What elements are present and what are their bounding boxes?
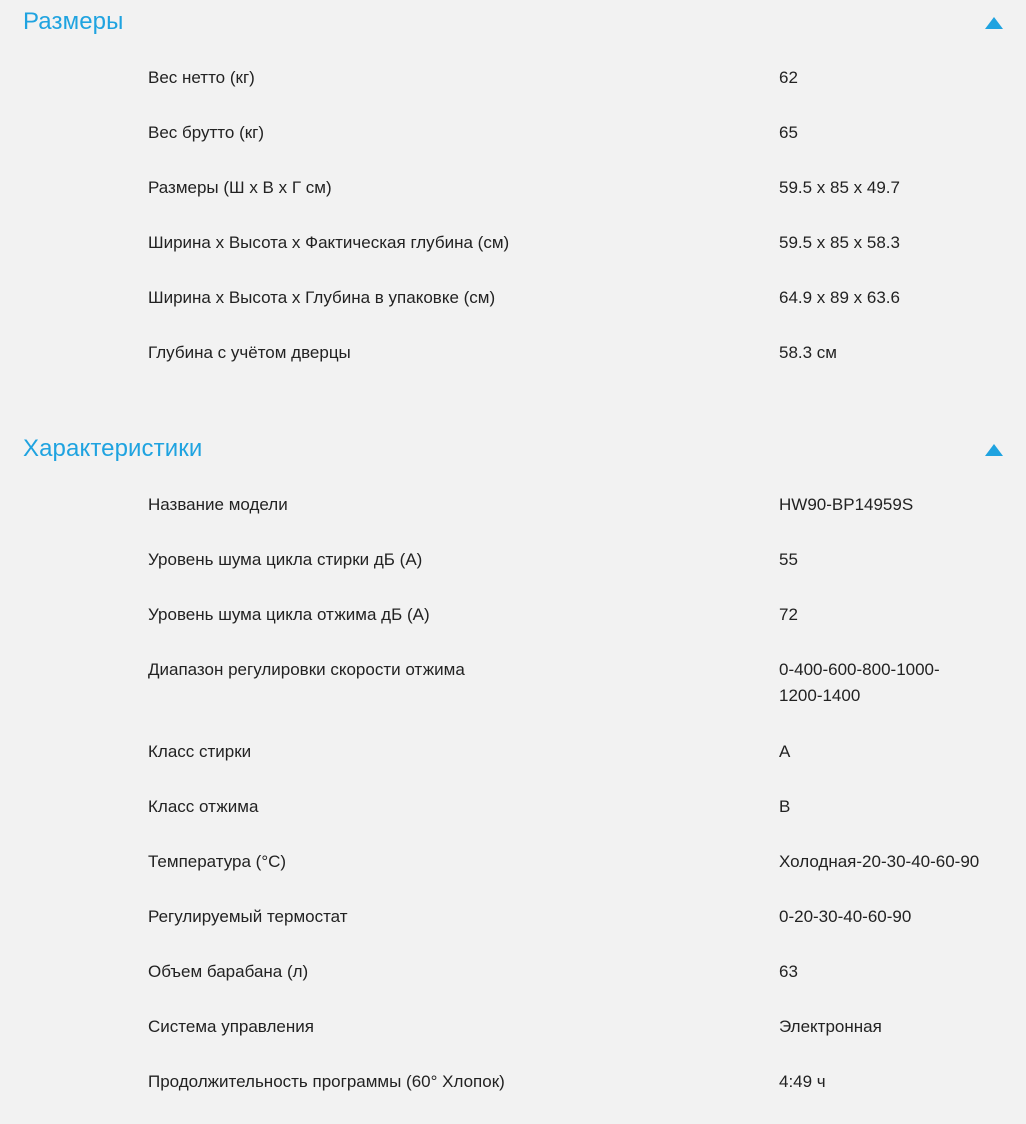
- dimensions-section-title: Размеры: [23, 8, 124, 35]
- characteristics-section-title: Характеристики: [23, 435, 203, 462]
- spec-row: [0, 547, 1026, 602]
- spec-row: [0, 849, 1026, 904]
- spec-value: A: [779, 742, 791, 761]
- spec-label: Класс отжима: [148, 797, 259, 816]
- spec-value: Холодная-20-30-40-60-90: [779, 852, 980, 871]
- spec-label: Ширина x Высота x Глубина в упаковке (см): [148, 288, 496, 307]
- spec-label: Объем барабана (л): [148, 962, 309, 981]
- spec-row: [0, 1014, 1026, 1069]
- spec-row: [0, 1069, 1026, 1124]
- spec-value: 0-20-30-40-60-90: [779, 907, 912, 926]
- spec-value: 62: [779, 68, 798, 87]
- spec-value: 64.9 x 89 x 63.6: [779, 288, 900, 307]
- spec-row: [0, 657, 1026, 739]
- spec-value: 0-400-600-800-1000-1200-1400: [779, 660, 940, 705]
- spec-label: Регулируемый термостат: [148, 907, 348, 926]
- spec-value: 58.3 см: [779, 343, 837, 362]
- spec-value: 63: [779, 962, 798, 981]
- spec-value: 55: [779, 550, 798, 569]
- spec-label: Продолжительность программы (60° Хлопок): [148, 1072, 505, 1091]
- spec-row: [0, 959, 1026, 1014]
- spec-row: [0, 739, 1026, 794]
- characteristics-spec-list: [0, 471, 1026, 1124]
- spec-label: Ширина x Высота x Фактическая глубина (см): [148, 233, 510, 252]
- spec-value: 4:49 ч: [779, 1072, 826, 1091]
- spec-label: Размеры (Ш x В x Г см): [148, 178, 332, 197]
- spec-row: [0, 602, 1026, 657]
- spec-label: Название модели: [148, 495, 288, 514]
- spec-label: Температура (°C): [148, 852, 287, 871]
- spec-row: [0, 65, 1026, 120]
- spec-label: Система управления: [148, 1017, 314, 1036]
- dimensions-section: [0, 0, 1026, 395]
- spec-row: [0, 285, 1026, 340]
- dimensions-section-header[interactable]: [0, 0, 1026, 44]
- spec-label: Вес брутто (кг): [148, 123, 265, 142]
- spec-row: [0, 904, 1026, 959]
- spec-value: HW90-BP14959S: [779, 495, 914, 514]
- spec-value: 65: [779, 123, 798, 142]
- spec-row: [0, 794, 1026, 849]
- spec-row: [0, 175, 1026, 230]
- spec-value: 59.5 x 85 x 58.3: [779, 233, 900, 252]
- triangle-up-icon[interactable]: [985, 444, 1003, 456]
- spec-label: Диапазон регулировки скорости отжима: [148, 660, 465, 679]
- spec-row: [0, 340, 1026, 395]
- spec-label: Вес нетто (кг): [148, 68, 255, 87]
- spec-label: Класс стирки: [148, 742, 252, 761]
- spec-value: 72: [779, 605, 798, 624]
- spec-label: Глубина с учётом дверцы: [148, 343, 351, 362]
- spec-row: [0, 120, 1026, 175]
- spec-value: B: [779, 797, 791, 816]
- characteristics-section: [0, 427, 1026, 1124]
- dimensions-spec-list: [0, 44, 1026, 395]
- spec-row: [0, 230, 1026, 285]
- spec-value: 59.5 x 85 x 49.7: [779, 178, 900, 197]
- triangle-up-icon[interactable]: [985, 17, 1003, 29]
- spec-label: Уровень шума цикла отжима дБ (A): [148, 605, 430, 624]
- spec-value: Электронная: [779, 1017, 882, 1036]
- spec-row: [0, 492, 1026, 547]
- spec-label: Уровень шума цикла стирки дБ (A): [148, 550, 423, 569]
- characteristics-section-header[interactable]: [0, 427, 1026, 471]
